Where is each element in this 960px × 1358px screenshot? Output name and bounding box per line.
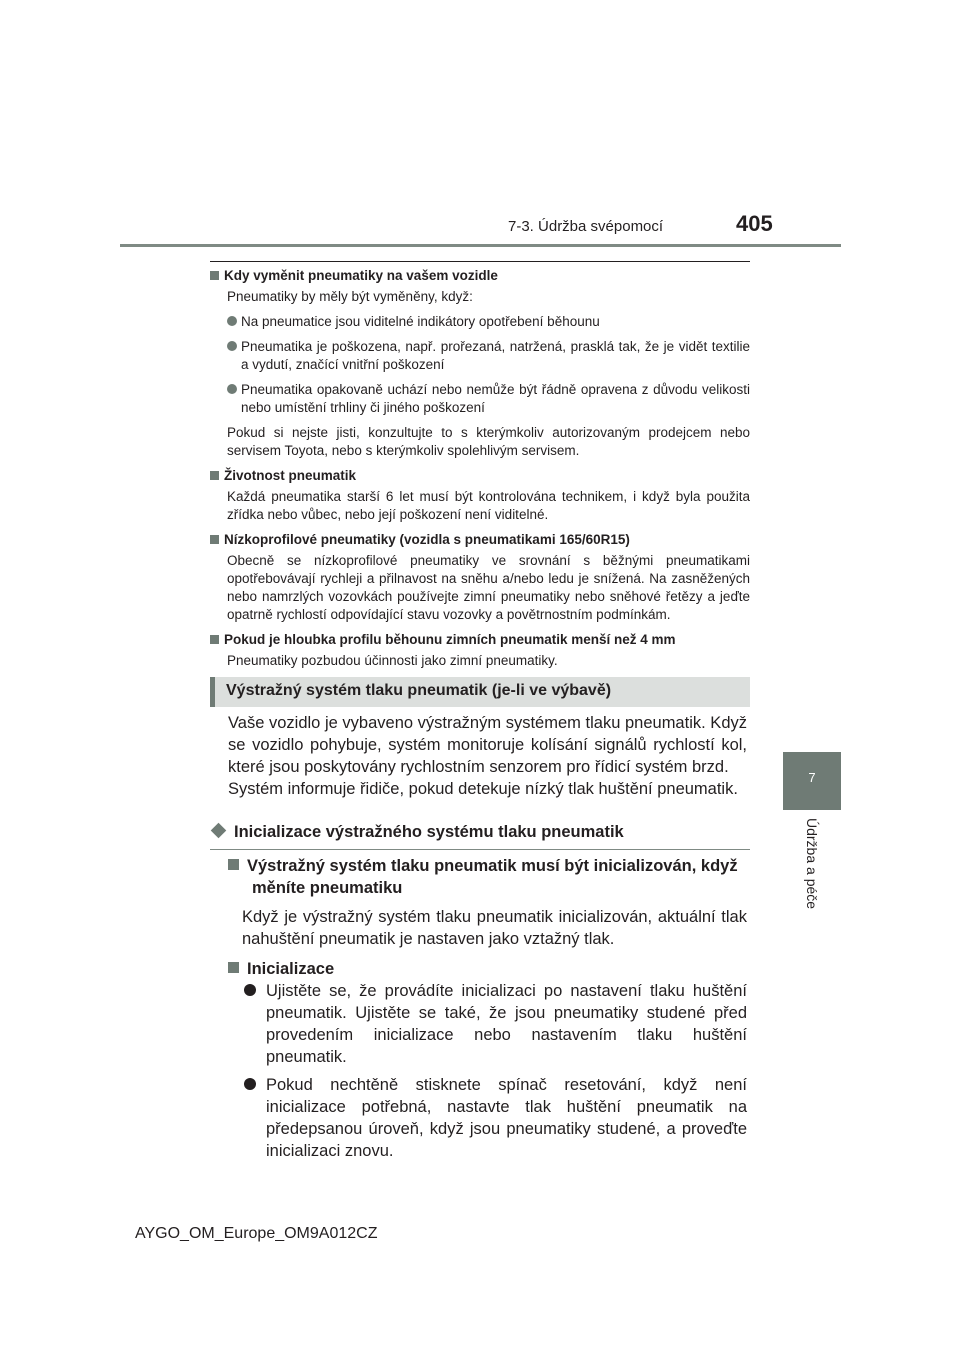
circle-bullet-icon <box>244 984 256 996</box>
section-tire-replacement <box>210 267 750 670</box>
section-heading: Pokud je hloubka profilu běhounu zimních pneumatik menší než 4 mm <box>210 631 750 649</box>
section-title-bar: Výstražný systém tlaku pneumatik (je-li ve výbavě) <box>210 677 750 707</box>
section-heading: Životnost pneumatik <box>210 467 750 485</box>
item-text: Když je výstražný systém tlaku pneumatik inicializován, aktuální tlak nahuštění pneumatik je nastaven jako vztažný tlak. <box>242 908 747 948</box>
list-item: Ujistěte se, že provádíte inicializaci po nastavení tlaku huštění pneumatik. Ujistěte se také, že jsou pneumatiky studené před provedením inicializace nebo nastavením tlaku huštění pneumatik. <box>228 980 747 1068</box>
main-content <box>228 712 747 800</box>
subsection-heading: Inicializace výstražného systému tlaku pneumatik <box>210 821 750 843</box>
subsection-body <box>228 855 747 1162</box>
item-heading: Výstražný systém tlaku pneumatik musí být inicializován, když měníte pneumatiku <box>228 855 747 899</box>
subsection-rule <box>210 849 750 850</box>
header-rule <box>120 244 841 247</box>
diamond-bullet-icon <box>211 823 227 839</box>
section-title: 7-3. Údržba svépomocí <box>508 218 664 235</box>
square-bullet-icon <box>210 471 219 480</box>
item-heading: Inicializace <box>228 958 747 980</box>
page-number: 405 <box>736 211 773 236</box>
list-item: Pneumatika opakovaně uchází nebo nemůže být řádně opravena z důvodu velikosti nebo umístění trhliny či jiného poškození <box>210 381 750 417</box>
square-bullet-icon <box>210 535 219 544</box>
square-bullet-icon <box>210 635 219 644</box>
intro-paragraph: Vaše vozidlo je vybaveno výstražným systémem tlaku pneumatik. Když se vozidlo pohybuje, systém monitoruje kolísání signálů rychlostí kol, které jsou poskytovány rychlostním senzorem pro řídicí systém brzd. <box>228 714 747 776</box>
chapter-tab: 7 <box>783 752 841 810</box>
circle-bullet-icon <box>227 384 237 394</box>
section-heading: Nízkoprofilové pneumatiky (vozidla s pneumatikami 165/60R15) <box>210 531 750 549</box>
section-heading: Kdy vyměnit pneumatiky na vašem vozidle <box>210 267 750 285</box>
section-text: Každá pneumatika starší 6 let musí být kontrolována technikem, i když byla použita zřídka nebo vůbec, nebo její poškození není viditelné. <box>227 489 750 522</box>
intro-paragraph-2: Systém informuje řidiče, pokud detekuje nízký tlak huštění pneumatik. <box>228 780 738 798</box>
document-id: AYGO_OM_Europe_OM9A012CZ <box>135 1225 378 1242</box>
subsection <box>210 821 750 850</box>
circle-bullet-icon <box>244 1078 256 1090</box>
content-top-rule <box>210 261 750 262</box>
list-item: Pneumatika je poškozena, např. prořezaná, natržená, prasklá tak, že je vidět textilie a vydutí, značící vnitřní poškození <box>210 338 750 374</box>
square-bullet-icon <box>210 271 219 280</box>
circle-bullet-icon <box>227 316 237 326</box>
section-text: Pneumatiky pozbudou účinnosti jako zimní pneumatiky. <box>227 653 558 668</box>
list-item: Pokud nechtěně stisknete spínač resetování, když není inicializace potřebná, nastavte tlak huštění pneumatik na předepsanou úroveň, když jsou pneumatiky studené, a proveďte inicializaci znovu. <box>228 1074 747 1162</box>
chapter-label: Údržba a péče <box>804 818 820 910</box>
square-bullet-icon <box>228 859 239 870</box>
list-item: Na pneumatice jsou viditelné indikátory opotřebení běhounu <box>210 313 750 331</box>
section-text: Obecně se nízkoprofilové pneumatiky ve srovnání s běžnými pneumatikami opotřebovávají rychleji a přilnavost na sněhu a/nebo ledu je snížená. Na zasněžených nebo namrzlých vozovkách používejte zimní pneumatiky nebo sněhové řetězy a jeďte opatrně rychlostí odpovídající stavu vozovky a povětrnostním podmínkám. <box>227 553 750 622</box>
section-note: Pokud si nejste jisti, konzultujte to s kterýmkoliv autorizovaným prodejcem nebo servisem Toyota, nebo s kterýmkoliv spolehlivým servisem. <box>227 425 750 458</box>
square-bullet-icon <box>228 962 239 973</box>
circle-bullet-icon <box>227 341 237 351</box>
section-intro: Pneumatiky by měly být vyměněny, když: <box>227 289 473 304</box>
